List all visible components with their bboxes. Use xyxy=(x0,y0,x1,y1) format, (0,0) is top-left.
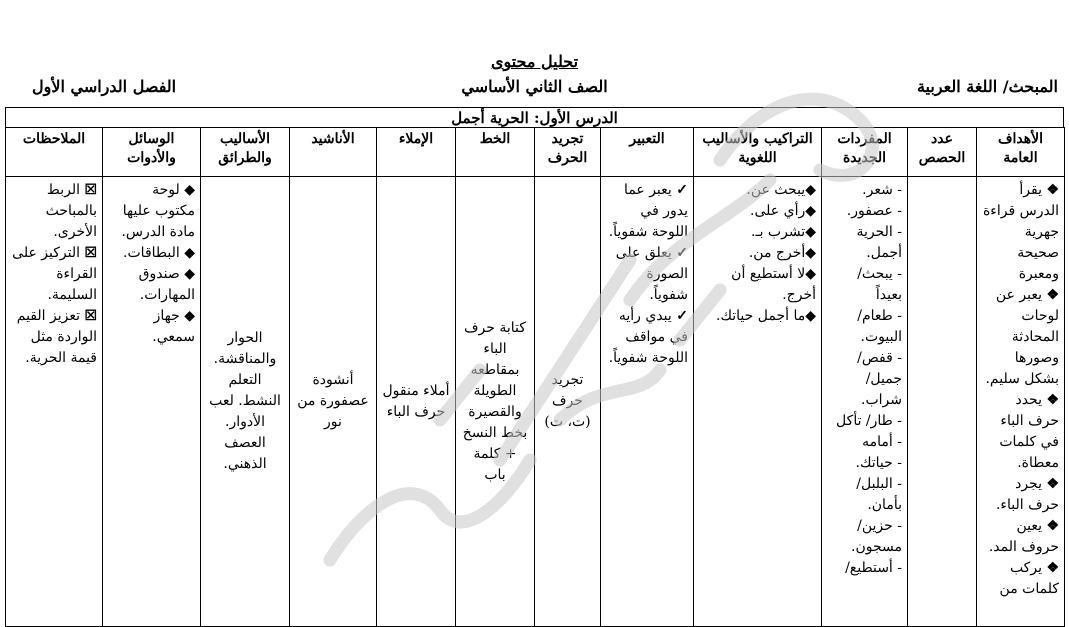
header-vocabulary: المفردات الجديدة xyxy=(822,128,908,177)
vocabulary-item: - شعر. xyxy=(862,182,902,198)
handwriting-cell: كتابة حرف الباء بمقاطعه الطويلة والقصيرة بخط النسخ + كلمة باب xyxy=(456,177,535,627)
vocabulary-cell xyxy=(822,177,908,627)
header-expression: التعبير xyxy=(601,128,694,177)
dictation-cell: أملاء منقول حرف الباء xyxy=(377,177,456,627)
tools-cell xyxy=(103,177,201,627)
vocabulary-item: - أمامه xyxy=(862,434,902,450)
header-dictation: الإملاء xyxy=(377,128,456,177)
objectives-cell xyxy=(977,177,1065,627)
tool-item: ◆ البطاقات. xyxy=(123,245,195,261)
tool-item: ◆ جهاز سمعي. xyxy=(152,308,195,345)
header-objectives: الأهداف العامة xyxy=(977,128,1065,177)
structure-item: ◆تشرب بـ. xyxy=(751,224,816,240)
diamond-bullet-icon: ◆ xyxy=(805,308,816,324)
expression-item: ✓ يعلق على الصورة شفوياً. xyxy=(615,245,688,303)
methods-cell: الحوار والمناقشة. التعلم النشط. لعب الأدوار. العصف الذهني. xyxy=(201,177,290,627)
objective-item: ❖ يعين حروف المد. xyxy=(988,518,1059,555)
vocabulary-item: - أستطيع/ xyxy=(845,560,902,576)
note-item: ☒ التركيز على القراءة السليمة. xyxy=(12,245,97,303)
objective-item: ❖ يركب كلمات من xyxy=(999,560,1059,597)
document-title: تحليل محتوى xyxy=(490,52,579,71)
grade-label: الصف الثاني الأساسي xyxy=(461,77,608,96)
content-analysis-table xyxy=(5,127,1065,627)
header-sessions: عدد الحصص xyxy=(908,128,977,177)
diamond-bullet-icon: ◆ xyxy=(184,266,195,282)
vocabulary-item: - طعام/ البيوت. xyxy=(857,308,902,345)
diamond-bullet-icon: ❖ xyxy=(1046,392,1059,408)
diamond-bullet-icon: ◆ xyxy=(805,203,816,219)
objective-item: ❖ يحدد حرف الباء في كلمات معطاة. xyxy=(999,392,1059,471)
header-letter-abstraction: تجريد الحرف xyxy=(535,128,601,177)
objective-item: ❖ يعبر عن لوحات المحادثة وصورها بشكل سليم. xyxy=(985,287,1059,387)
checkbox-icon: ☒ xyxy=(84,308,97,324)
objective-item: ❖ يجرد حرف الباء. xyxy=(995,476,1059,513)
songs-cell: أنشودة عصفورة من نور xyxy=(290,177,377,627)
header-methods: الأساليب والطرائق xyxy=(201,128,290,177)
diamond-bullet-icon: ❖ xyxy=(1046,560,1059,576)
lesson-title: الدرس الأول: الحرية أجمل xyxy=(5,107,1064,127)
diamond-bullet-icon: ❖ xyxy=(1046,518,1059,534)
structures-cell xyxy=(694,177,822,627)
vocabulary-item: - قفص/ جميل/ شراب. xyxy=(857,350,902,408)
expression-item: ✓ يعبر عما يدور في اللوحة شفوياً. xyxy=(608,182,688,240)
vocabulary-item: - حياتك. xyxy=(855,455,902,471)
objective-item: ❖ يقرأ الدرس قراءة جهرية صحيحة ومعبرة xyxy=(982,182,1059,282)
vocabulary-item: - يبحث/ بعيداً xyxy=(857,266,902,303)
diamond-bullet-icon: ◆ xyxy=(805,182,816,198)
diamond-bullet-icon: ◆ xyxy=(184,182,195,198)
diamond-bullet-icon: ❖ xyxy=(1046,182,1059,198)
diamond-bullet-icon: ◆ xyxy=(805,245,816,261)
structure-item: ◆لا أستطيع أن أخرج. xyxy=(731,266,816,303)
header-structures: التراكيب والأساليب اللغوية xyxy=(694,128,822,177)
header-row xyxy=(6,128,1065,177)
subject-label: المبحث/ اللغة العربية xyxy=(916,77,1058,96)
diamond-bullet-icon: ◆ xyxy=(184,308,195,324)
content-row xyxy=(6,177,1065,627)
vocabulary-item: - الحرية أجمل. xyxy=(856,224,902,261)
header-songs: الأناشيد xyxy=(290,128,377,177)
structure-item: ◆يبحث عن. xyxy=(746,182,816,198)
checkbox-icon: ☒ xyxy=(84,182,97,198)
structure-item: ◆أخرج من. xyxy=(748,245,816,261)
structure-item: ◆رأي على. xyxy=(750,203,816,219)
tool-item: ◆ صندوق المهارات. xyxy=(138,266,195,303)
check-icon: ✓ xyxy=(676,308,688,324)
vocabulary-item: - طار/ تأكل xyxy=(836,413,902,429)
structure-item: ◆ما أجمل حياتك. xyxy=(716,308,816,324)
notes-cell xyxy=(6,177,103,627)
letter-abstraction-cell: تجريد حرف (ت، ت) xyxy=(535,177,601,627)
expression-cell xyxy=(601,177,694,627)
vocabulary-item: - عصفور. xyxy=(846,203,902,219)
note-item: ☒ الربط بالمباحث الأخرى. xyxy=(45,182,97,240)
expression-item: ✓ يبدي رأيه في مواقف اللوحة شفوياً. xyxy=(608,308,688,366)
check-icon: ✓ xyxy=(676,245,688,261)
header-tools: الوسائل والأدوات xyxy=(103,128,201,177)
note-item: ☒ تعزيز القيم الواردة مثل قيمة الحرية. xyxy=(16,308,97,366)
diamond-bullet-icon: ◆ xyxy=(805,266,816,282)
diamond-bullet-icon: ◆ xyxy=(184,245,195,261)
diamond-bullet-icon: ◆ xyxy=(805,224,816,240)
diamond-bullet-icon: ❖ xyxy=(1046,287,1059,303)
vocabulary-item: - حزين/ مسجون. xyxy=(851,518,902,555)
sessions-cell xyxy=(908,177,977,627)
header-handwriting: الخط xyxy=(456,128,535,177)
vocabulary-item: - البلبل/ بأمان. xyxy=(856,476,902,513)
semester-label: الفصل الدراسي الأول xyxy=(32,77,177,96)
checkbox-icon: ☒ xyxy=(84,245,97,261)
check-icon: ✓ xyxy=(676,182,688,198)
header-notes: الملاحظات xyxy=(6,128,103,177)
tool-item: ◆ لوحة مكتوب عليها مادة الدرس. xyxy=(121,182,195,240)
diamond-bullet-icon: ❖ xyxy=(1046,476,1059,492)
